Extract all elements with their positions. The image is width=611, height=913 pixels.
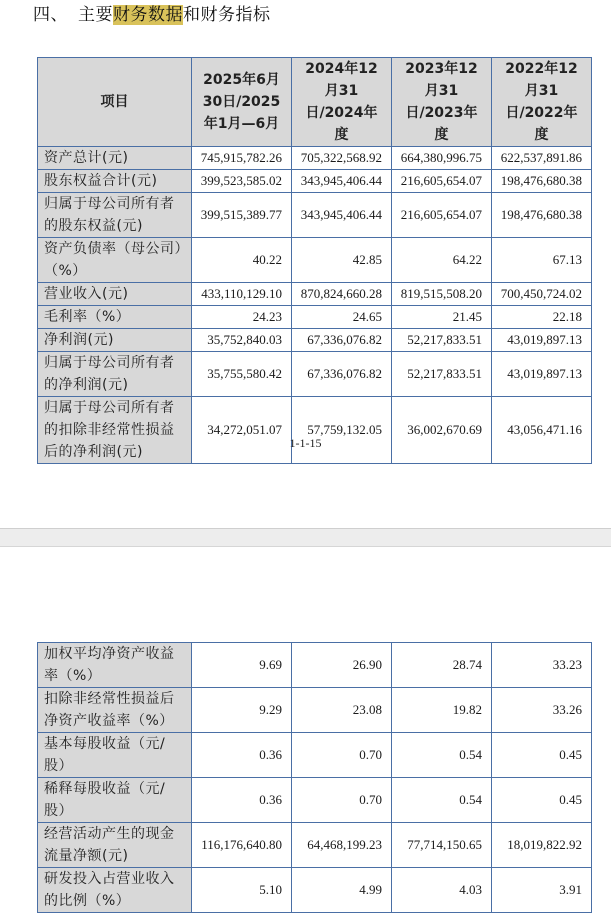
row-label: 归属于母公司所有者的净利润(元): [38, 352, 192, 397]
header-2024: 2024年12月31日/2024年度: [292, 58, 392, 147]
heading-highlighted-text: 财务数据: [113, 5, 183, 25]
cell-value: 216,605,654.07: [392, 193, 492, 238]
cell-value: 399,523,585.02: [192, 170, 292, 193]
cell-value: 343,945,406.44: [292, 193, 392, 238]
cell-value: 40.22: [192, 238, 292, 283]
cell-value: 0.54: [392, 733, 492, 778]
table-row: [38, 868, 592, 913]
cell-value: 35,755,580.42: [192, 352, 292, 397]
cell-value: 42.85: [292, 238, 392, 283]
cell-value: 399,515,389.77: [192, 193, 292, 238]
row-label: 资产负债率（母公司）（%）: [38, 238, 192, 283]
cell-value: 0.70: [292, 778, 392, 823]
cell-value: 52,217,833.51: [392, 329, 492, 352]
cell-value: 23.08: [292, 688, 392, 733]
row-label: 经营活动产生的现金流量净额(元): [38, 823, 192, 868]
cell-value: 28.74: [392, 643, 492, 688]
financial-indicators-table: [37, 642, 592, 913]
table-row: [38, 193, 592, 238]
cell-value: 18,019,822.92: [492, 823, 592, 868]
table-row: [38, 733, 592, 778]
table-header-row: [38, 58, 592, 147]
row-label: 研发投入占营业收入的比例（%）: [38, 868, 192, 913]
table-row: [38, 823, 592, 868]
cell-value: 198,476,680.38: [492, 170, 592, 193]
table-row: [38, 238, 592, 283]
table-row: [38, 643, 592, 688]
table-row: [38, 688, 592, 733]
cell-value: 116,176,640.80: [192, 823, 292, 868]
row-label: 归属于母公司所有者的扣除非经常性损益后的净利润(元): [38, 397, 192, 464]
header-2025h1: 2025年6月30日/2025年1月—6月: [192, 58, 292, 147]
cell-value: 26.90: [292, 643, 392, 688]
cell-value: 21.45: [392, 306, 492, 329]
table-row: [38, 352, 592, 397]
cell-value: 0.45: [492, 778, 592, 823]
cell-value: 343,945,406.44: [292, 170, 392, 193]
cell-value: 0.36: [192, 778, 292, 823]
row-label: 加权平均净资产收益率（%）: [38, 643, 192, 688]
cell-value: 0.70: [292, 733, 392, 778]
cell-value: 19.82: [392, 688, 492, 733]
cell-value: 64.22: [392, 238, 492, 283]
cell-value: 9.69: [192, 643, 292, 688]
cell-value: 870,824,660.28: [292, 283, 392, 306]
cell-value: 33.23: [492, 643, 592, 688]
table-row: [38, 329, 592, 352]
table-row: [38, 170, 592, 193]
section-number: 四、: [33, 5, 68, 25]
row-label: 股东权益合计(元): [38, 170, 192, 193]
row-label: 营业收入(元): [38, 283, 192, 306]
heading-text-before: 主要: [78, 5, 113, 25]
cell-value: 52,217,833.51: [392, 352, 492, 397]
cell-value: 819,515,508.20: [392, 283, 492, 306]
row-label: 基本每股收益（元/股）: [38, 733, 192, 778]
page-number: 1-1-15: [289, 436, 322, 450]
cell-value: 705,322,568.92: [292, 147, 392, 170]
cell-value: 77,714,150.65: [392, 823, 492, 868]
cell-value: 9.29: [192, 688, 292, 733]
cell-value: 4.99: [292, 868, 392, 913]
cell-value: 700,450,724.02: [492, 283, 592, 306]
cell-value: 64,468,199.23: [292, 823, 392, 868]
row-label: 资产总计(元): [38, 147, 192, 170]
page-separator: [0, 528, 611, 547]
cell-value: 33.26: [492, 688, 592, 733]
section-heading: [33, 4, 271, 26]
row-label: 净利润(元): [38, 329, 192, 352]
row-label: 稀释每股收益（元/股）: [38, 778, 192, 823]
cell-value: 622,537,891.86: [492, 147, 592, 170]
cell-value: 34,272,051.07: [192, 397, 292, 464]
cell-value: 24.65: [292, 306, 392, 329]
row-label: 归属于母公司所有者的股东权益(元): [38, 193, 192, 238]
cell-value: 36,002,670.69: [392, 397, 492, 464]
cell-value: 5.10: [192, 868, 292, 913]
cell-value: 35,752,840.03: [192, 329, 292, 352]
cell-value: 0.36: [192, 733, 292, 778]
cell-value: 664,380,996.75: [392, 147, 492, 170]
cell-value: 57,759,132.05: [292, 397, 392, 464]
table-row: [38, 147, 592, 170]
cell-value: 43,019,897.13: [492, 352, 592, 397]
table-row: [38, 778, 592, 823]
cell-value: 22.18: [492, 306, 592, 329]
cell-value: 43,056,471.16: [492, 397, 592, 464]
cell-value: 198,476,680.38: [492, 193, 592, 238]
cell-value: 745,915,782.26: [192, 147, 292, 170]
cell-value: 216,605,654.07: [392, 170, 492, 193]
header-2022: 2022年12月31日/2022年度: [492, 58, 592, 147]
cell-value: 4.03: [392, 868, 492, 913]
cell-value: 0.54: [392, 778, 492, 823]
header-2023: 2023年12月31日/2023年度: [392, 58, 492, 147]
financial-data-table: [37, 57, 592, 464]
table-row: [38, 283, 592, 306]
cell-value: 3.91: [492, 868, 592, 913]
table-row: [38, 397, 592, 464]
cell-value: 433,110,129.10: [192, 283, 292, 306]
cell-value: 43,019,897.13: [492, 329, 592, 352]
cell-value: 24.23: [192, 306, 292, 329]
cell-value: 0.45: [492, 733, 592, 778]
cell-value: 67,336,076.82: [292, 329, 392, 352]
heading-text-after: 和财务指标: [183, 5, 271, 25]
row-label: 毛利率（%）: [38, 306, 192, 329]
cell-value: 67,336,076.82: [292, 352, 392, 397]
row-label: 扣除非经常性损益后净资产收益率（%）: [38, 688, 192, 733]
header-item: 项目: [38, 58, 192, 147]
cell-value: 67.13: [492, 238, 592, 283]
table-row: [38, 306, 592, 329]
